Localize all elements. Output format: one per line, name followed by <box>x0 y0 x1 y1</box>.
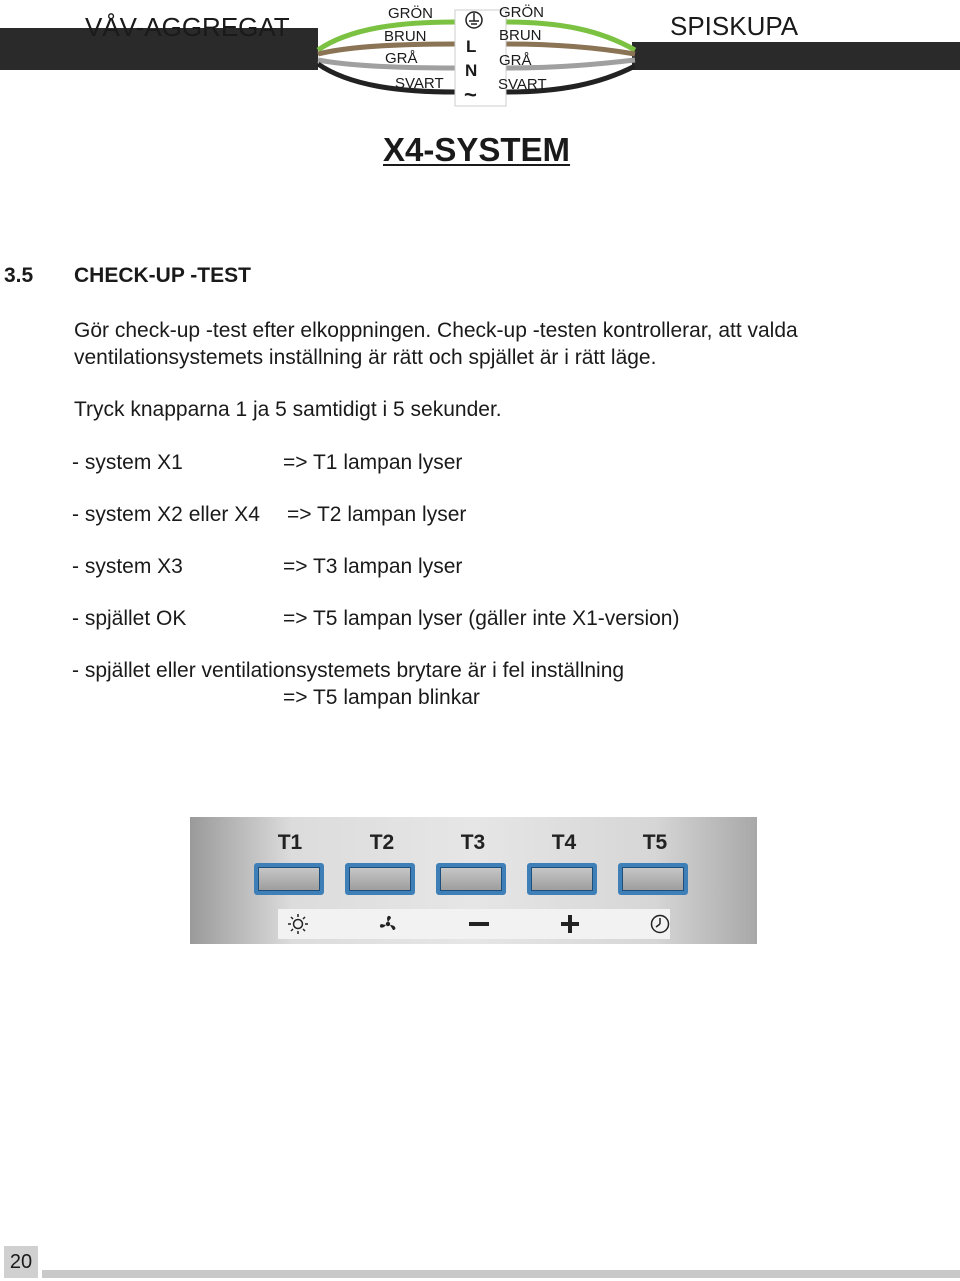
button-label-t3: T3 <box>460 831 486 854</box>
button-t5[interactable] <box>618 863 688 895</box>
instruction-text: Tryck knapparna 1 ja 5 samtidigt i 5 sekunder. <box>74 398 502 421</box>
right-cable <box>632 42 960 70</box>
check-condition-damper: - spjället OK <box>72 607 187 630</box>
wire-label-green-right: GRÖN <box>499 4 544 21</box>
button-label-t2: T2 <box>369 831 395 854</box>
right-end-label: SPISKUPA <box>670 11 799 41</box>
button-t2[interactable] <box>345 863 415 895</box>
clock-icon <box>640 909 680 939</box>
minus-icon <box>459 909 499 939</box>
check-condition-fault: - spjället eller ventilationsystemets brytare är i fel inställning <box>72 659 625 682</box>
page-title: X4-SYSTEM <box>383 131 571 168</box>
wire-label-gray-right: GRÅ <box>499 52 532 69</box>
wire-label-brown-left: BRUN <box>384 28 427 45</box>
check-result-x3: => T3 lampan lyser <box>283 555 463 578</box>
fan-icon <box>368 909 408 939</box>
button-t1[interactable] <box>254 863 324 895</box>
page-number: 20 <box>4 1246 38 1278</box>
wire-label-black-left: SVART <box>395 75 444 92</box>
terminal-ac: ~ <box>464 82 477 107</box>
button-t4[interactable] <box>527 863 597 895</box>
plus-icon <box>550 909 590 939</box>
light-icon <box>278 909 318 939</box>
terminal-n: N <box>465 61 478 80</box>
section-number: 3.5 <box>4 264 34 287</box>
terminal-l: L <box>466 37 477 56</box>
check-condition-x1: - system X1 <box>72 451 183 474</box>
section-heading: CHECK-UP -TEST <box>74 264 251 287</box>
wire-label-brown-right: BRUN <box>499 27 542 44</box>
left-end-label: VÅV-AGGREGAT <box>85 12 290 42</box>
intro-line-1: Gör check-up -test efter elkoppningen. Check-up -testen kontrollerar, att valda <box>74 319 798 342</box>
button-label-t1: T1 <box>277 831 303 854</box>
button-label-t5: T5 <box>642 831 668 854</box>
wire-label-green-left: GRÖN <box>388 5 433 22</box>
check-result-x1: => T1 lampan lyser <box>283 451 463 474</box>
intro-line-2: ventilationsystemets inställning är rätt och spjället är i rätt läge. <box>74 346 657 369</box>
check-condition-x3: - system X3 <box>72 555 183 578</box>
button-label-t4: T4 <box>551 831 577 854</box>
wire-label-black-right: SVART <box>498 76 547 93</box>
check-condition-x2-x4: - system X2 eller X4 <box>72 503 260 526</box>
wire-label-gray-left: GRÅ <box>385 50 418 67</box>
check-result-damper: => T5 lampan lyser (gäller inte X1-version) <box>283 607 680 630</box>
icon-strip <box>278 909 670 939</box>
control-panel <box>190 817 757 944</box>
wiring-diagram <box>0 0 960 120</box>
button-t3[interactable] <box>436 863 506 895</box>
footer-bar <box>42 1270 960 1278</box>
check-result-fault: => T5 lampan blinkar <box>283 686 480 709</box>
check-result-x2-x4: => T2 lampan lyser <box>287 503 467 526</box>
